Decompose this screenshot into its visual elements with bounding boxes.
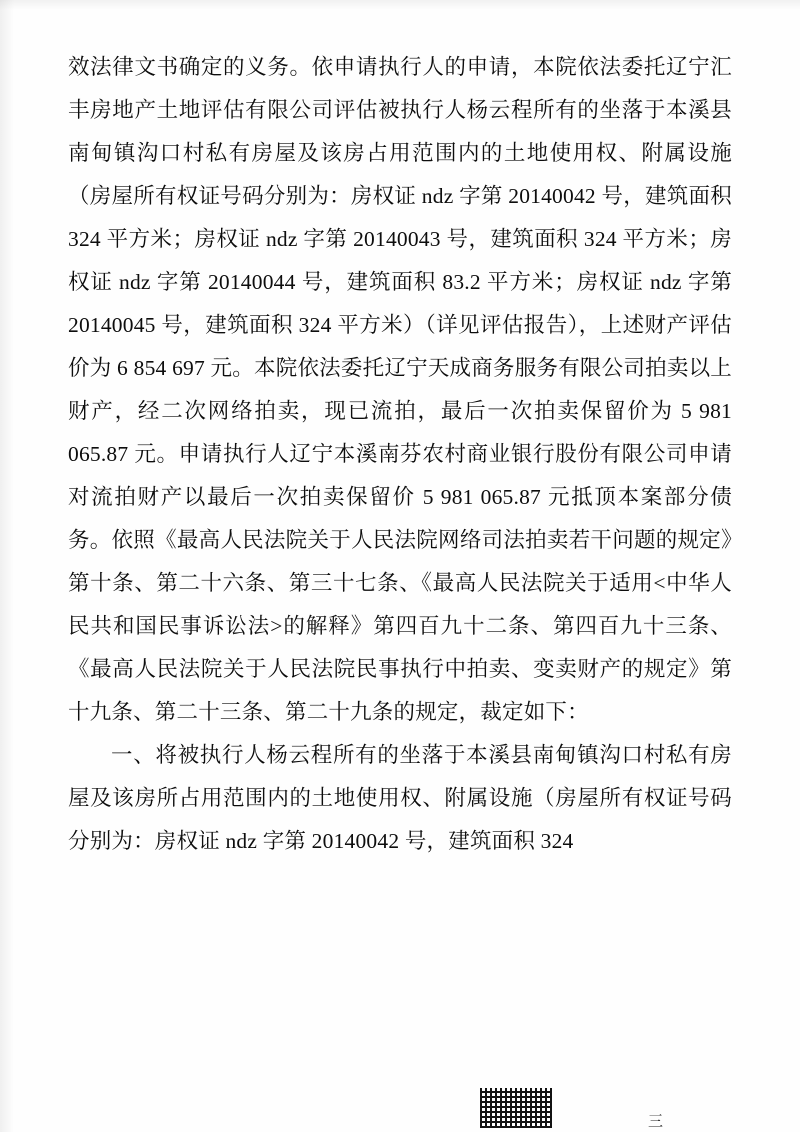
paragraph-continuation: 效法律文书确定的义务。依申请执行人的申请，本院依法委托辽宁汇丰房地产土地评估有限公司评估被执行人杨云程所有的坐落于本溪县南甸镇沟口村私有房屋及该房占用范围内的土地使用权、附属设施（房屋所有权证号码分别为：房权证 ndz 字第 20140042 号，建筑面积 324 平方米；房权证 ndz 字第 20140043 号，建筑面积 324 平方米；房权证 ndz 字第 20140044 号，建筑面积 83.2 平方米；房权证 ndz 字第 20140045 号，建筑面积 324 平方米）（详见评估报告），上述财产评估价为 6 854 697 元。本院依法委托辽宁天成商务服务有限公司拍卖以上财产，经二次网络拍卖，现已流拍，最后一次拍卖保留价为 5 981 065.87 元。申请执行人辽宁本溪南芬农村商业银行股份有限公司申请对流拍财产以最后一次拍卖保留价 5 981 065.87 元抵顶本案部分债务。依照《最高人民法院关于人民法院网络司法拍卖若干问题的规定》第十条、第二十六条、第三十七条、《最高人民法院关于适用<中华人民共和国民事诉讼法>的解释》第四百九十二条、第四百九十三条、《最高人民法院关于人民法院民事执行中拍卖、变卖财产的规定》第十九条、第二十三条、第二十九条的规定，裁定如下：: [68, 55, 732, 724]
qr-code-image: [480, 1088, 552, 1128]
qr-code: [480, 1088, 560, 1132]
page-number: 三: [648, 1114, 665, 1130]
page-left-shadow: [0, 0, 14, 1132]
page-top-shadow: [0, 0, 800, 10]
paragraph-item-one: 一、将被执行人杨云程所有的坐落于本溪县南甸镇沟口村私有房屋及该房所占用范围内的土地使用权、附属设施（房屋所有权证号码分别为：房权证 ndz 字第 20140042 号，建筑面积 324: [68, 743, 732, 853]
document-text-body: [68, 46, 732, 863]
